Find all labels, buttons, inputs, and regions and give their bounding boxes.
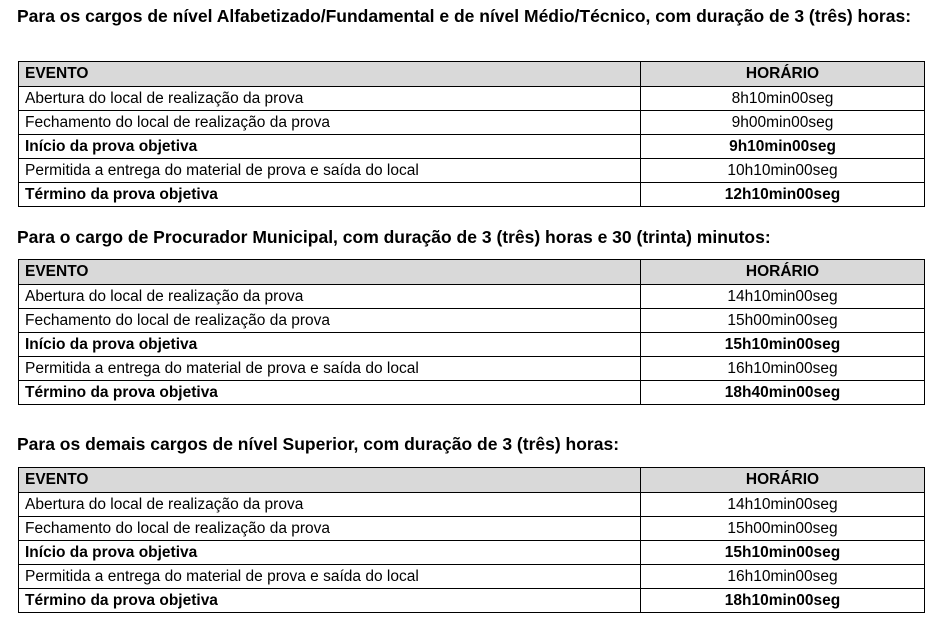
table-row (19, 135, 925, 159)
table-row (19, 589, 925, 613)
event-cell: Permitida a entrega do material de prova e saída do local (19, 357, 641, 381)
event-cell: Abertura do local de realização da prova (19, 493, 641, 517)
time-cell: 12h10min00seg (641, 183, 925, 207)
time-cell: 15h00min00seg (641, 517, 925, 541)
time-cell: 10h10min00seg (641, 159, 925, 183)
section-heading-3: Para os demais cargos de nível Superior, com duração de 3 (três) horas: (17, 434, 620, 454)
table-row (19, 493, 925, 517)
table-row (19, 87, 925, 111)
time-cell: 14h10min00seg (641, 493, 925, 517)
column-header-evento: EVENTO (19, 260, 641, 285)
table-row (19, 183, 925, 207)
table-header-row (19, 468, 925, 493)
event-cell: Abertura do local de realização da prova (19, 285, 641, 309)
table-row (19, 541, 925, 565)
time-cell: 8h10min00seg (641, 87, 925, 111)
event-cell: Início da prova objetiva (19, 135, 641, 159)
time-cell: 18h10min00seg (641, 589, 925, 613)
event-cell: Fechamento do local de realização da prova (19, 517, 641, 541)
section-heading-1: Para os cargos de nível Alfabetizado/Fundamental e de nível Médio/Técnico, com duração de 3 (três) horas: (17, 6, 912, 26)
time-cell: 16h10min00seg (641, 565, 925, 589)
column-header-horario: HORÁRIO (641, 260, 925, 285)
event-cell: Término da prova objetiva (19, 381, 641, 405)
time-cell: 9h00min00seg (641, 111, 925, 135)
event-cell: Permitida a entrega do material de prova e saída do local (19, 159, 641, 183)
table-row (19, 285, 925, 309)
column-header-horario: HORÁRIO (641, 62, 925, 87)
time-cell: 15h10min00seg (641, 541, 925, 565)
schedule-table-1 (18, 61, 925, 207)
section-heading-2: Para o cargo de Procurador Municipal, com duração de 3 (três) horas e 30 (trinta) minutos: (17, 227, 771, 247)
table-row (19, 357, 925, 381)
table-row (19, 111, 925, 135)
schedule-table-2 (18, 259, 925, 405)
time-cell: 18h40min00seg (641, 381, 925, 405)
event-cell: Início da prova objetiva (19, 541, 641, 565)
time-cell: 15h00min00seg (641, 309, 925, 333)
time-cell: 15h10min00seg (641, 333, 925, 357)
table-header-row (19, 62, 925, 87)
time-cell: 9h10min00seg (641, 135, 925, 159)
event-cell: Fechamento do local de realização da prova (19, 309, 641, 333)
table-row (19, 381, 925, 405)
event-cell: Fechamento do local de realização da prova (19, 111, 641, 135)
table-header-row (19, 260, 925, 285)
schedule-table-3 (18, 467, 925, 613)
table-row (19, 309, 925, 333)
time-cell: 16h10min00seg (641, 357, 925, 381)
time-cell: 14h10min00seg (641, 285, 925, 309)
event-cell: Início da prova objetiva (19, 333, 641, 357)
event-cell: Término da prova objetiva (19, 183, 641, 207)
event-cell: Permitida a entrega do material de prova e saída do local (19, 565, 641, 589)
table-row (19, 517, 925, 541)
column-header-evento: EVENTO (19, 468, 641, 493)
column-header-horario: HORÁRIO (641, 468, 925, 493)
event-cell: Término da prova objetiva (19, 589, 641, 613)
event-cell: Abertura do local de realização da prova (19, 87, 641, 111)
table-row (19, 333, 925, 357)
table-row (19, 565, 925, 589)
table-row (19, 159, 925, 183)
column-header-evento: EVENTO (19, 62, 641, 87)
